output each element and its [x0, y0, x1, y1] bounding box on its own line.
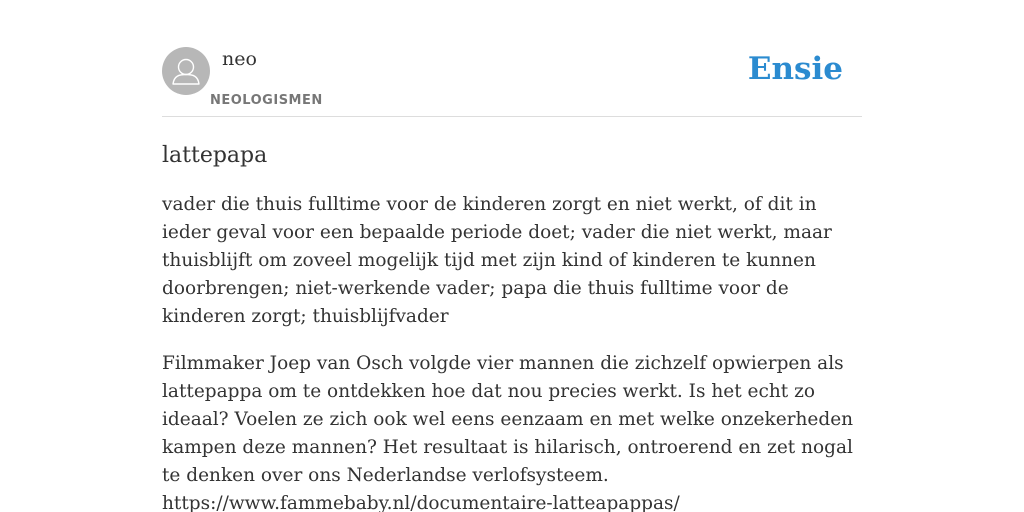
headword: lattepapa [162, 143, 268, 168]
user-icon [162, 47, 210, 95]
example-block [162, 350, 862, 512]
entry-card [162, 46, 862, 512]
author-name[interactable]: neo [222, 48, 257, 70]
example-text: Filmmaker Joep van Osch volgde vier mannen die zichzelf opwierpen als lattepappa om te ontdekken hoe dat nou precies werkt. Is het echt zo ideaal? Voelen ze zich ook wel eens eenzaam en met welke onzekerheden kampen deze mannen? Het resultaat is hilarisch, ontroerend en zet nogal te denken over ons Nederlandse verlofsysteem. [162, 353, 854, 486]
definition-text: vader die thuis fulltime voor de kinderen zorgt en niet werkt, of dit in ieder geval voor een bepaalde periode doet; vader die niet werkt, maar thuisblijft om zoveel mogelijk tijd met zijn kind of kinderen te kunnen doorbrengen; niet-werkende vader; papa die thuis fulltime voor de kinderen zorgt; thuisblijfvader [162, 194, 832, 327]
category-label[interactable]: NEOLOGISMEN [210, 93, 323, 108]
entry-header [162, 46, 862, 117]
example-link[interactable]: https://www.fammebaby.nl/documentaire-latteapappas/ [162, 493, 680, 512]
brand-logo[interactable]: Ensie [747, 51, 843, 87]
avatar[interactable] [162, 47, 210, 95]
